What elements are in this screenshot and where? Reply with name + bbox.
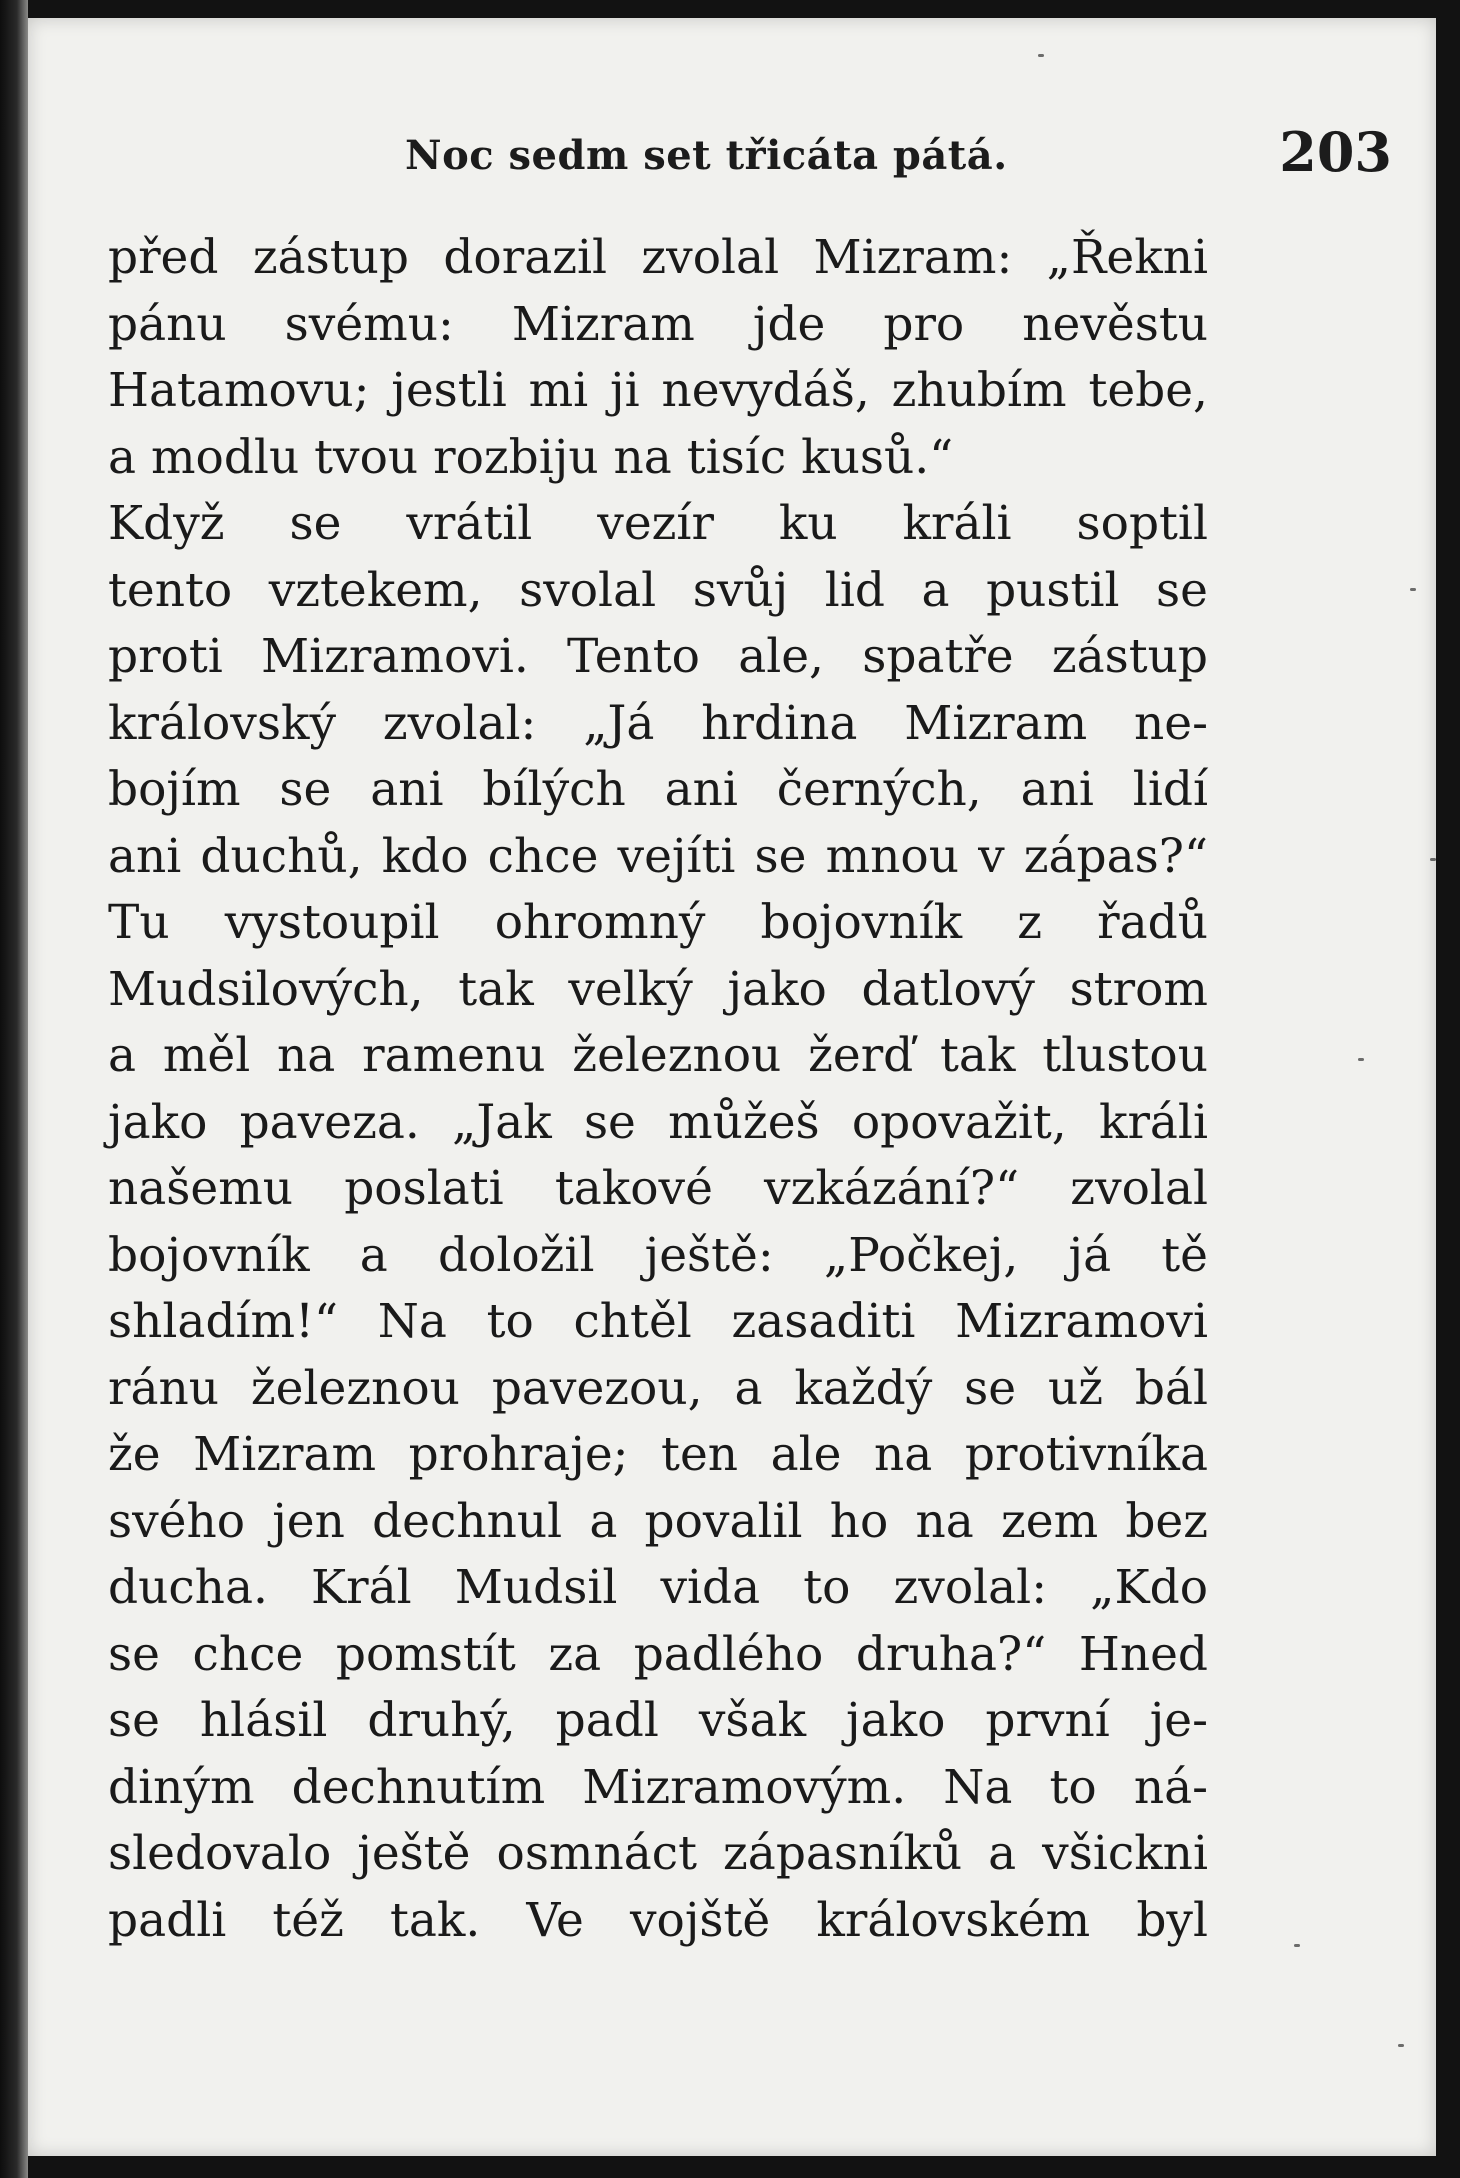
text-line: shladím!“ Na to chtěl zasaditi Mizramovi [108, 1294, 1208, 1349]
text-line: svého jen dechnul a povalil ho na zem bez [108, 1493, 1208, 1549]
text-line: že Mizram prohraje; ten ale na protivníka [108, 1427, 1208, 1482]
body-text [108, 225, 1208, 1954]
text-line: a měl na ramenu železnou žerď tak tlustou [108, 1028, 1208, 1083]
text-line: Mudsilových, tak velký jako datlový strom [108, 961, 1208, 1017]
text-line: před zástup dorazil zvolal Mizram: „Řekni [108, 230, 1208, 285]
text-line: jako paveza. „Jak se můžeš opovažit, králi [108, 1094, 1208, 1150]
text-line: Tu vystoupil ohromný bojovník z řadů [108, 895, 1208, 950]
text-line: sledovalo ještě osmnáct zápasníků a všickni [108, 1826, 1208, 1881]
paper-speck [1358, 1058, 1364, 1061]
page-number: 203 [1279, 120, 1392, 184]
paper-speck [1038, 54, 1044, 57]
running-title: Noc sedm set třicáta pátá. [405, 132, 1008, 179]
text-line: královský zvolal: „Já hrdina Mizram ne- [108, 695, 1208, 751]
text-line: se chce pomstít za padlého druha?“ Hned [108, 1626, 1208, 1682]
page-header [405, 120, 1392, 190]
paper-speck [1410, 588, 1416, 591]
text-line: diným dechnutím Mizramovým. Na to ná- [108, 1759, 1208, 1815]
text-line: proti Mizramovi. Tento ale, spatře zástup [108, 629, 1208, 684]
text-line: Hatamovu; jestli mi ji nevydáš, zhubím tebe, [108, 363, 1208, 418]
text-line: tento vztekem, svolal svůj lid a pustil se [108, 562, 1208, 618]
text-line: padli též tak. Ve vojště královském byl [108, 1892, 1208, 1948]
text-line: našemu poslati takové vzkázání?“ zvolal [108, 1161, 1208, 1216]
text-line: bojovník a doložil ještě: „Počkej, já tě [108, 1227, 1208, 1283]
text-line: Když se vrátil vezír ku králi soptil [108, 496, 1208, 551]
text-line: pánu svému: Mizram jde pro nevěstu [108, 296, 1208, 352]
text-line: ducha. Král Mudsil vida to zvolal: „Kdo [108, 1560, 1208, 1615]
paper-speck [1294, 1944, 1300, 1947]
book-spine-edge [0, 0, 28, 2178]
text-line: ani duchů, kdo chce vejíti se mnou v zápas?“ [108, 828, 1208, 884]
paper-speck [1430, 858, 1436, 861]
paper-speck [1398, 2044, 1404, 2047]
text-line: a modlu tvou rozbiju na tisíc kusů.“ [108, 429, 954, 485]
text-line: bojím se ani bílých ani černých, ani lidí [108, 762, 1208, 817]
text-line: ránu železnou pavezou, a každý se už bál [108, 1360, 1208, 1416]
text-line: se hlásil druhý, padl však jako první je- [108, 1693, 1208, 1748]
